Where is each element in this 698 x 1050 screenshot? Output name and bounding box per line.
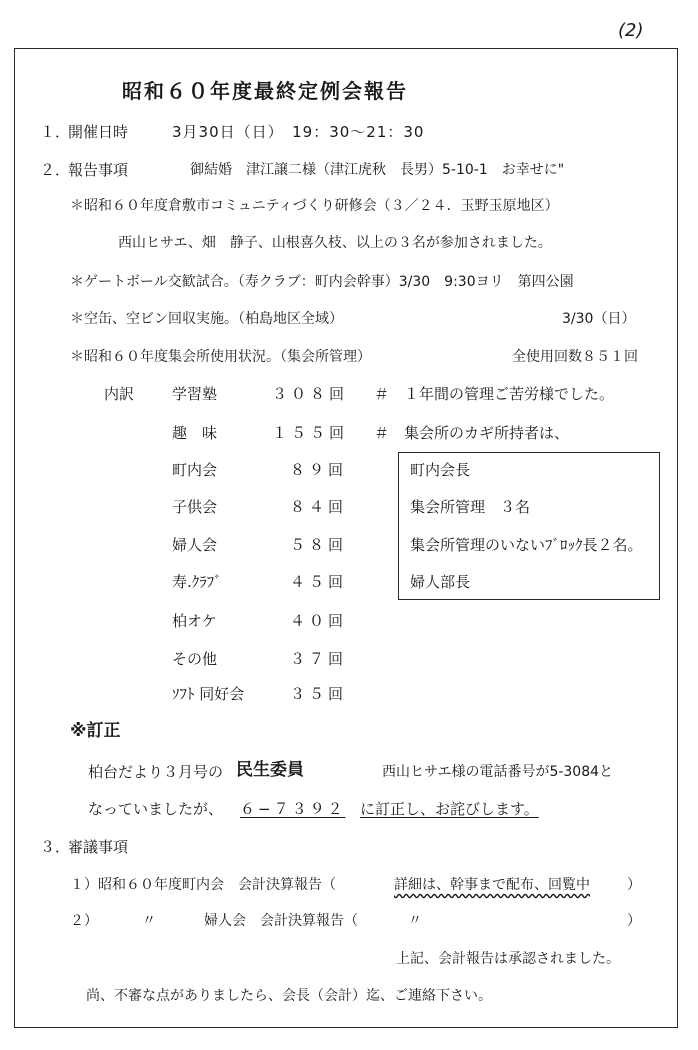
- usage-name: ｿﾌﾄ 同好会: [172, 685, 245, 703]
- section3-label: 審議事項: [68, 838, 129, 856]
- page-number: (2): [618, 20, 644, 41]
- page-title: 昭和６０年度最終定例会報告: [122, 79, 408, 103]
- marriage-announcement: 御結婚 津江譲二様（津江虎秋 長男）5-10-1 お幸せに": [190, 162, 565, 178]
- usage-name: 学習塾: [172, 385, 218, 403]
- usage-count: ３５回: [290, 685, 348, 703]
- closing-note: 尚、不審な点がありましたら、会長（会計）迄、ご連絡下さい。: [86, 988, 492, 1004]
- key-holder: 婦人部長: [410, 573, 471, 591]
- usage-count: ８４回: [290, 498, 348, 516]
- deliberation-item-2-ditto2: 〃: [408, 913, 422, 929]
- report-item-total: 全使用回数８５１回: [512, 349, 638, 365]
- deliberation-item-2-ditto: 〃: [142, 913, 156, 929]
- report-item: ＊ゲートボール交歓試合。（寿クラブ：町内会幹事）3/30 9:30ヨリ 第四公園: [70, 274, 574, 290]
- usage-count: ４５回: [290, 573, 348, 591]
- correction-heading: ※訂正: [70, 721, 121, 741]
- report-item: ＊昭和６０年度倉敷市コミュニティづくり研修会（３／２４．玉野玉原地区）: [70, 198, 559, 214]
- usage-count: １５５回: [272, 424, 349, 442]
- deliberation-item-2-end: ）: [627, 913, 641, 929]
- deliberation-item-1: １）昭和６０年度町内会 会計決算報告（: [70, 877, 336, 893]
- report-item: ＊昭和６０年度集会所使用状況。（集会所管理）: [70, 349, 371, 365]
- usage-count: ８９回: [290, 461, 348, 479]
- section1-label: 開催日時: [68, 123, 129, 141]
- correction-new-number: ６−７３９２: [240, 800, 346, 818]
- correction-line2-a: なっていましたが、: [88, 800, 224, 818]
- usage-name: 子供会: [172, 498, 218, 516]
- deliberation-item-1-end: ）: [627, 877, 641, 893]
- section3-number: ３．: [40, 838, 71, 856]
- section1-number: １．: [40, 123, 71, 141]
- key-holder: 町内会長: [410, 461, 471, 479]
- key-holder: 集会所管理 ３名: [410, 498, 531, 516]
- deliberation-item-1-detail: 詳細は、幹事まで配布、回覧中: [394, 877, 590, 893]
- deliberation-item-2: 婦人会 会計決算報告（: [204, 913, 358, 929]
- approval-note: 上記、会計報告は承認されました。: [396, 951, 620, 967]
- usage-name: 町内会: [172, 461, 218, 479]
- usage-count: ３０８回: [272, 385, 349, 403]
- correction-line1-a: 柏台だより３月号の: [88, 763, 224, 781]
- usage-name: その他: [172, 650, 218, 668]
- report-item: ＊空缶、空ビン回収実施。（柏島地区全域）: [70, 311, 343, 327]
- section2-label: 報告事項: [68, 161, 129, 179]
- usage-count: ３７回: [290, 650, 348, 668]
- note-key-holders: ＃ 集会所のカギ所持者は、: [374, 424, 570, 442]
- correction-line2-c: に訂正し、お詫びします。: [360, 800, 539, 818]
- usage-count: ５８回: [290, 536, 348, 554]
- breakdown-label: 内訳: [104, 385, 135, 403]
- report-item: 西山ヒサエ、畑 静子、山根喜久枝、以上の３名が参加されました。: [118, 235, 552, 251]
- correction-line1-c: 西山ヒサエ様の電話番号が5-3084と: [382, 764, 614, 780]
- usage-name: 柏オケ: [172, 612, 217, 630]
- usage-count: ４０回: [290, 612, 348, 630]
- usage-name: 趣 味: [172, 424, 218, 442]
- note-thanks: ＃ １年間の管理ご苦労様でした。: [374, 385, 615, 403]
- usage-name: 婦人会: [172, 536, 218, 554]
- correction-line1-b: 民生委員: [236, 760, 304, 780]
- deliberation-item-2-num: ２）: [70, 913, 98, 929]
- report-item-date: 3/30（日）: [562, 311, 636, 327]
- section1-value: 3月30日（日） 19：30〜21：30: [172, 123, 425, 141]
- section2-number: ２．: [40, 161, 71, 179]
- key-holder: 集会所管理のいないﾌﾞﾛｯｸ長２名。: [410, 536, 643, 554]
- usage-name: 寿.ｸﾗﾌﾞ: [172, 573, 222, 591]
